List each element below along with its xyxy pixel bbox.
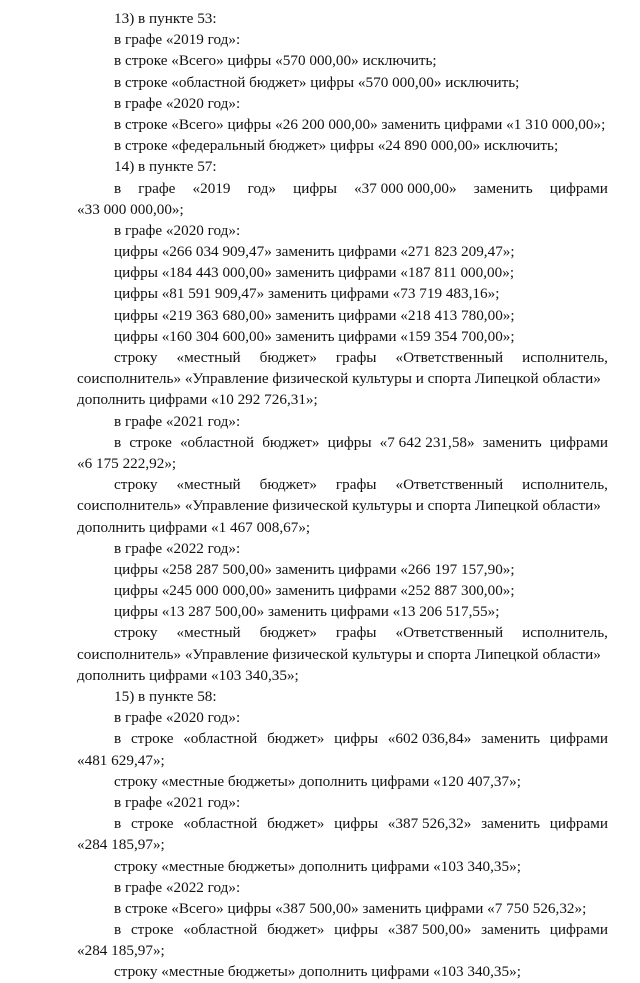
word: строке — [130, 815, 174, 833]
text-line: цифры «160 304 600,00» заменить цифрами «159 354 700,00»; — [114, 327, 515, 345]
word: в — [114, 815, 122, 833]
text-line: «481 629,47»; — [77, 751, 165, 769]
justified-line — [77, 347, 608, 368]
text-line: «284 185,97»; — [77, 836, 165, 854]
word: «местный — [176, 624, 241, 642]
justified-line — [77, 622, 608, 643]
word: «Ответственный — [395, 624, 504, 642]
word: цифрами — [549, 730, 608, 748]
word: строку — [114, 476, 158, 494]
word: цифры — [327, 433, 372, 451]
word: цифрами — [549, 179, 608, 197]
word: бюджет» — [259, 349, 317, 366]
text-line: цифры «219 363 680,00» заменить цифрами «218 413 780,00»; — [114, 306, 515, 324]
word: «областной — [183, 730, 258, 748]
word: цифры — [293, 179, 337, 197]
word: в — [114, 730, 122, 748]
text-line: дополнить цифрами «103 340,35»; — [77, 666, 299, 684]
text-line: в графе «2020 год»: — [114, 221, 241, 239]
word: «387 500,00» — [387, 921, 472, 939]
text-line: цифры «266 034 909,47» заменить цифрами «271 823 209,47»; — [114, 243, 515, 261]
document-page — [77, 8, 608, 983]
text-line: в графе «2022 год»: — [114, 539, 241, 557]
word: графе — [138, 179, 176, 197]
word: «областной — [179, 433, 255, 451]
word: строку — [114, 624, 158, 642]
word: бюджет» — [259, 476, 317, 494]
text-line: соисполнитель» «Управление физической культуры и спорта Липецкой области» — [77, 370, 601, 388]
text-line: дополнить цифрами «1 467 008,67»; — [77, 518, 311, 536]
word: заменить — [481, 815, 541, 833]
word: бюджет» — [259, 624, 317, 642]
text-line: в строке «Всего» цифры «570 000,00» исключить; — [114, 52, 437, 70]
word: исполнитель, — [522, 349, 608, 366]
text-line: дополнить цифрами «10 292 726,31»; — [77, 391, 318, 409]
word: заменить — [473, 179, 533, 197]
word: бюджет» — [267, 815, 325, 833]
justified-line — [77, 919, 608, 940]
item-14-heading: 14) в пункте 57: — [114, 158, 217, 176]
text-line: цифры «13 287 500,00» заменить цифрами «13 206 517,55»; — [114, 603, 500, 621]
word: цифры — [334, 730, 379, 748]
word: «2019 — [192, 179, 231, 197]
word: строке — [130, 921, 174, 939]
text-line: цифры «81 591 909,47» заменить цифрами «73 719 483,16»; — [114, 285, 500, 303]
word: «387 526,32» — [387, 815, 472, 833]
word: заменить — [482, 433, 542, 451]
text-line: строку «местные бюджеты» дополнить цифрами «120 407,37»; — [114, 772, 521, 790]
word: графы — [335, 349, 377, 366]
text-line: в графе «2019 год»: — [114, 31, 241, 49]
text-line: в строке «Всего» цифры «387 500,00» заменить цифрами «7 750 526,32»; — [114, 899, 587, 917]
word: строке — [129, 433, 172, 451]
word: в — [114, 921, 122, 939]
word: исполнитель, — [522, 624, 608, 642]
word: «областной — [183, 815, 258, 833]
text-line: «284 185,97»; — [77, 942, 165, 960]
word: в — [114, 179, 122, 197]
word: «37 000 000,00» — [354, 179, 457, 197]
text-line: в графе «2021 год»: — [114, 412, 241, 430]
text-line: «6 175 222,92»; — [77, 454, 177, 472]
text-line: в строке «Всего» цифры «26 200 000,00» заменить цифрами «1 310 000,00»; — [114, 115, 606, 133]
word: графы — [335, 476, 377, 494]
text-line: соисполнитель» «Управление физической культуры и спорта Липецкой области» — [77, 497, 601, 515]
word: цифрами — [549, 815, 608, 833]
text-line: строку «местные бюджеты» дополнить цифрами «103 340,35»; — [114, 963, 521, 981]
word: бюджет» — [267, 921, 325, 939]
word: цифрами — [549, 921, 608, 939]
word: «Ответственный — [395, 349, 504, 366]
word: цифры — [334, 815, 379, 833]
item-15-heading: 15) в пункте 58: — [114, 688, 217, 705]
item-13-heading: 13) в пункте 53: — [114, 10, 217, 27]
word: цифры — [334, 921, 379, 939]
word: исполнитель, — [522, 476, 608, 494]
justified-line — [77, 728, 608, 749]
word: «местный — [176, 349, 241, 366]
word: «Ответственный — [395, 476, 504, 494]
text-line: в графе «2021 год»: — [114, 793, 241, 811]
text-line: цифры «184 443 000,00» заменить цифрами «187 811 000,00»; — [114, 264, 515, 282]
text-line: «33 000 000,00»; — [77, 200, 184, 218]
text-line: цифры «245 000 000,00» заменить цифрами «252 887 300,00»; — [114, 582, 515, 600]
word: заменить — [481, 921, 541, 939]
text-line: соисполнитель» «Управление физической культуры и спорта Липецкой области» — [77, 645, 601, 663]
text-line: в графе «2020 год»: — [114, 94, 241, 112]
word: «местный — [176, 476, 241, 494]
justified-line — [77, 432, 608, 453]
text-line: цифры «258 287 500,00» заменить цифрами «266 197 157,90»; — [114, 560, 515, 578]
word: в — [114, 433, 122, 451]
justified-line — [77, 813, 608, 834]
word: цифрами — [549, 433, 608, 451]
word: графы — [335, 624, 377, 642]
word: бюджет» — [267, 730, 325, 748]
word: «602 036,84» — [387, 730, 472, 748]
text-line: в графе «2020 год»: — [114, 709, 241, 727]
text-line: строку «местные бюджеты» дополнить цифрами «103 340,35»; — [114, 857, 521, 875]
word: бюджет» — [262, 433, 320, 451]
text-line: в строке «федеральный бюджет» цифры «24 890 000,00» исключить; — [114, 137, 559, 155]
text-line: в строке «областной бюджет» цифры «570 000,00» исключить; — [114, 73, 520, 91]
justified-line — [77, 474, 608, 495]
word: год» — [247, 179, 276, 197]
word: строке — [130, 730, 174, 748]
text-line: в графе «2022 год»: — [114, 878, 241, 896]
justified-line — [77, 178, 608, 199]
word: заменить — [481, 730, 541, 748]
word: «областной — [183, 921, 258, 939]
word: «7 642 231,58» — [379, 433, 475, 451]
word: строку — [114, 349, 158, 366]
